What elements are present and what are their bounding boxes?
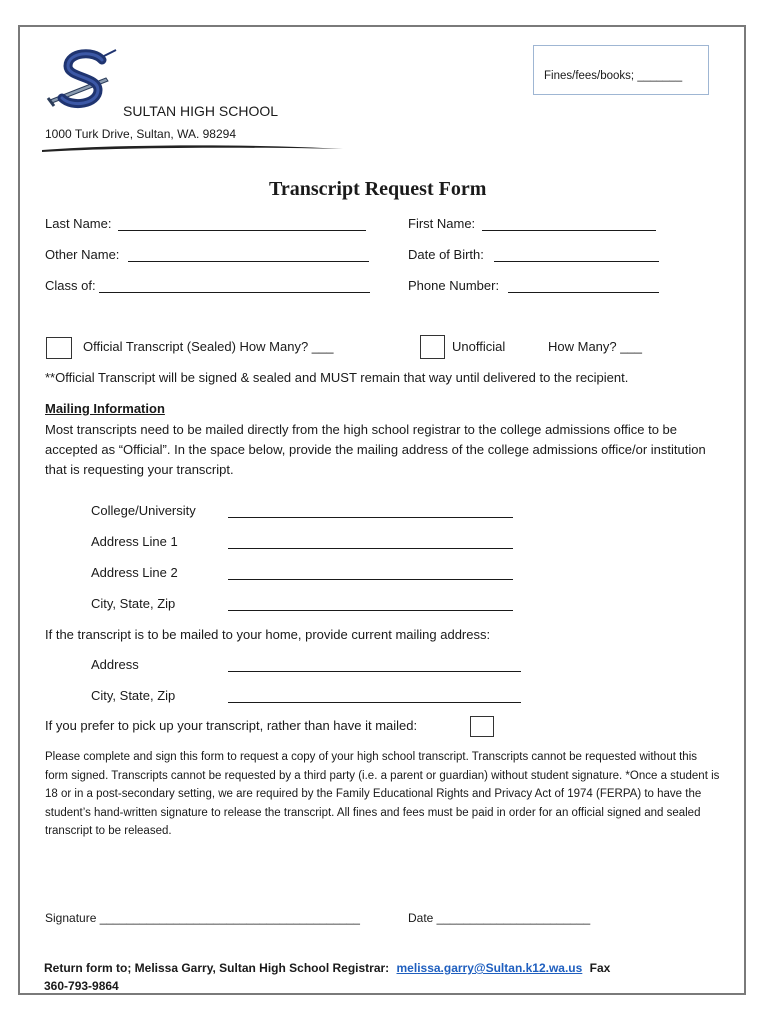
registrar-email-link[interactable]: melissa.garry@Sultan.k12.wa.us [396,961,583,975]
address-line-2-field[interactable] [228,579,513,580]
official-note: **Official Transcript will be signed & sealed and MUST remain that way until delivered to the recipient. [45,370,629,385]
return-info [44,961,610,975]
college-field[interactable] [228,517,513,518]
unofficial-how-many: How Many? ___ [548,339,642,354]
college-field-label: College/University [91,503,196,518]
address-line-2-label: Address Line 2 [91,565,178,580]
first-name-label: First Name: [408,216,476,231]
first-name-field[interactable] [482,230,656,231]
home-city-state-zip-label: City, State, Zip [91,688,176,703]
fax-number: 360-793-9864 [44,979,119,993]
unofficial-transcript-checkbox[interactable] [420,335,445,359]
notice-paragraph: Please complete and sign this form to request a copy of your high school transcript. Transcripts cannot be requested without this form signed. Transcripts cannot be requested by a third party (i.e. a parent or guardian) without student signature. *Once a student is 18 or in a post-secondary setting, we are required by the Family Educational Rights and Privacy Act of 1974 (FERPA) to have the student’s hand-written signature to release the transcript. All fines and fees must be paid in order for an official signed and sealed transcript to be released. [45,751,720,837]
school-logo-icon [46,48,124,114]
mailing-heading: Mailing Information [45,401,165,416]
home-address-label: Address [91,657,139,672]
official-transcript-checkbox[interactable] [46,337,72,359]
phone-number-field[interactable] [508,292,659,293]
last-name-field[interactable] [118,230,366,231]
other-name-label: Other Name: [45,247,120,262]
college-city-state-zip-label: City, State, Zip [91,596,176,611]
phone-number-label: Phone Number: [408,278,500,293]
home-mailing-intro: If the transcript is to be mailed to your home, provide current mailing address: [45,627,491,642]
signature-line[interactable]: Signature _______________________________________ [45,911,360,925]
pickup-checkbox[interactable] [470,716,494,737]
date-of-birth-label: Date of Birth: [408,247,484,262]
school-name: SULTAN HIGH SCHOOL [123,103,279,119]
official-transcript-label: Official Transcript (Sealed) How Many? ___ [83,339,334,354]
address-line-1-label: Address Line 1 [91,534,178,549]
return-text: Return form to; Melissa Garry, Sultan High School Registrar: [44,961,390,975]
fines-box [533,45,709,95]
pickup-label: If you prefer to pick up your transcript, rather than have it mailed: [45,718,418,733]
class-of-field[interactable] [99,292,370,293]
home-city-state-zip-field[interactable] [228,702,521,703]
header-swoosh [40,142,345,154]
fax-label: Fax [589,961,611,975]
other-name-field[interactable] [128,261,369,262]
college-city-state-zip-field[interactable] [228,610,513,611]
home-address-field[interactable] [228,671,521,672]
date-of-birth-field[interactable] [494,261,659,262]
date-line[interactable]: Date _______________________ [408,911,591,925]
school-address: 1000 Turk Drive, Sultan, WA. 98294 [45,127,236,141]
address-line-1-field[interactable] [228,548,513,549]
class-of-label: Class of: [45,278,96,293]
fines-label: Fines/fees/books; _______ [544,70,683,82]
unofficial-label: Unofficial [452,339,506,354]
mailing-intro: Most transcripts need to be mailed directly from the high school registrar to the college admissions office to be accepted as “Official”. In the space below, provide the mailing address of the college admissions office/or institution that is requesting your transcript. [45,422,706,477]
page-title: Transcript Request Form [269,178,487,200]
last-name-label: Last Name: [45,216,112,231]
